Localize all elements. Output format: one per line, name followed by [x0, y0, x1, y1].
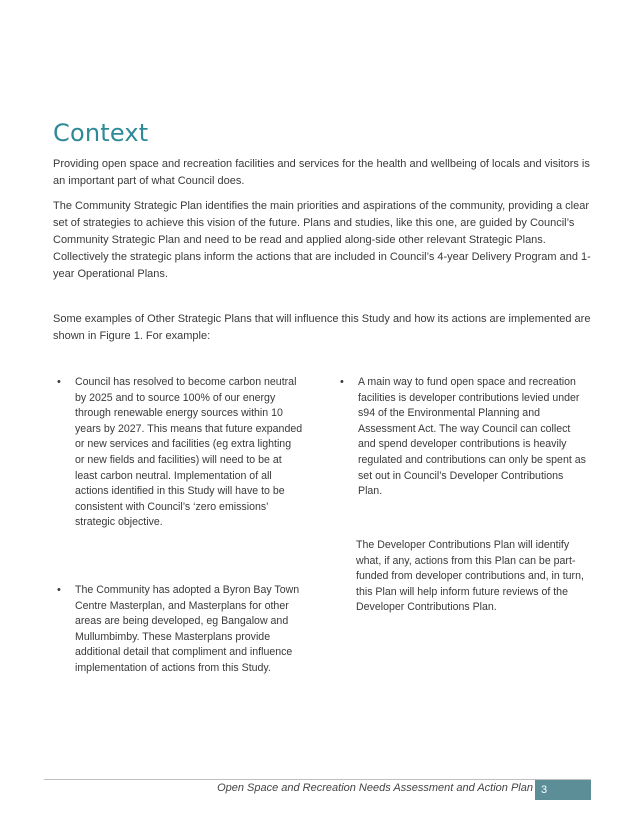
list-item — [336, 375, 586, 500]
list-item-text: Council has resolved to become carbon neutral by 2025 and to source 100% of our energy through renewable energy sources within 10 years by 2027. This means that future expanded or new services and facilities (eg extra lighting or new fields and facilities) will need to be at least carbon neutral. Implementation of all actions identified in this Study will have to be consistent with Council’s ‘zero emissions’ strategic objective. — [75, 376, 303, 529]
strategic-plan-paragraph: The Community Strategic Plan identifies the main priorities and aspirations of the community, providing a clear set of strategies to achieve this vision of the future. Plans and studies, like this one, are guided by Council’s Community Strategic Plan and need to be read and applied along-side other relevant Strategic Plans. Collectively the strategic plans inform the actions that are included in Council’s 4-year Delivery Program and 1-year Operational Plans. — [53, 200, 591, 280]
bullet-marker: • — [57, 583, 61, 596]
list-item — [53, 583, 303, 677]
footer-divider — [44, 779, 591, 780]
contributions-note: The Developer Contributions Plan will identify what, if any, actions from this Plan can be part-funded from developer contributions and, in turn, this Plan will help inform future reviews of the Developer Contributions Plan. — [356, 539, 584, 614]
list-item-text: The Community has adopted a Byron Bay Town Centre Masterplan, and Masterplans for other areas are being developed, eg Bangalow and Mullumbimby. These Masterplans provide additional detail that compliment and influence implementation of actions from this Study. — [75, 583, 300, 674]
list-item — [53, 375, 303, 531]
bullet-marker: • — [57, 376, 61, 388]
intro-paragraph: Providing open space and recreation facilities and services for the health and wellbeing of locals and visitors is an important part of what Council does. — [53, 158, 590, 187]
examples-paragraph: Some examples of Other Strategic Plans that will influence this Study and how its actions are implemented are shown in Figure 1. For example: — [53, 313, 591, 342]
page-number-tab: 3 — [535, 780, 591, 800]
right-bullet-list — [336, 375, 586, 500]
list-item-text: A main way to fund open space and recreation facilities is developer contributions levied under s94 of the Environmental Planning and Assessment Act. The way Council can collect and spend developer contributions is heavily regulated and contributions can only be spent as set out in Council’s Developer Contributions Plan. — [358, 376, 586, 498]
left-bullet-list — [53, 375, 303, 677]
footer-document-title: Open Space and Recreation Needs Assessment and Action Plan — [217, 782, 533, 794]
bullet-marker: • — [340, 376, 344, 388]
section-heading: Context — [53, 119, 149, 147]
